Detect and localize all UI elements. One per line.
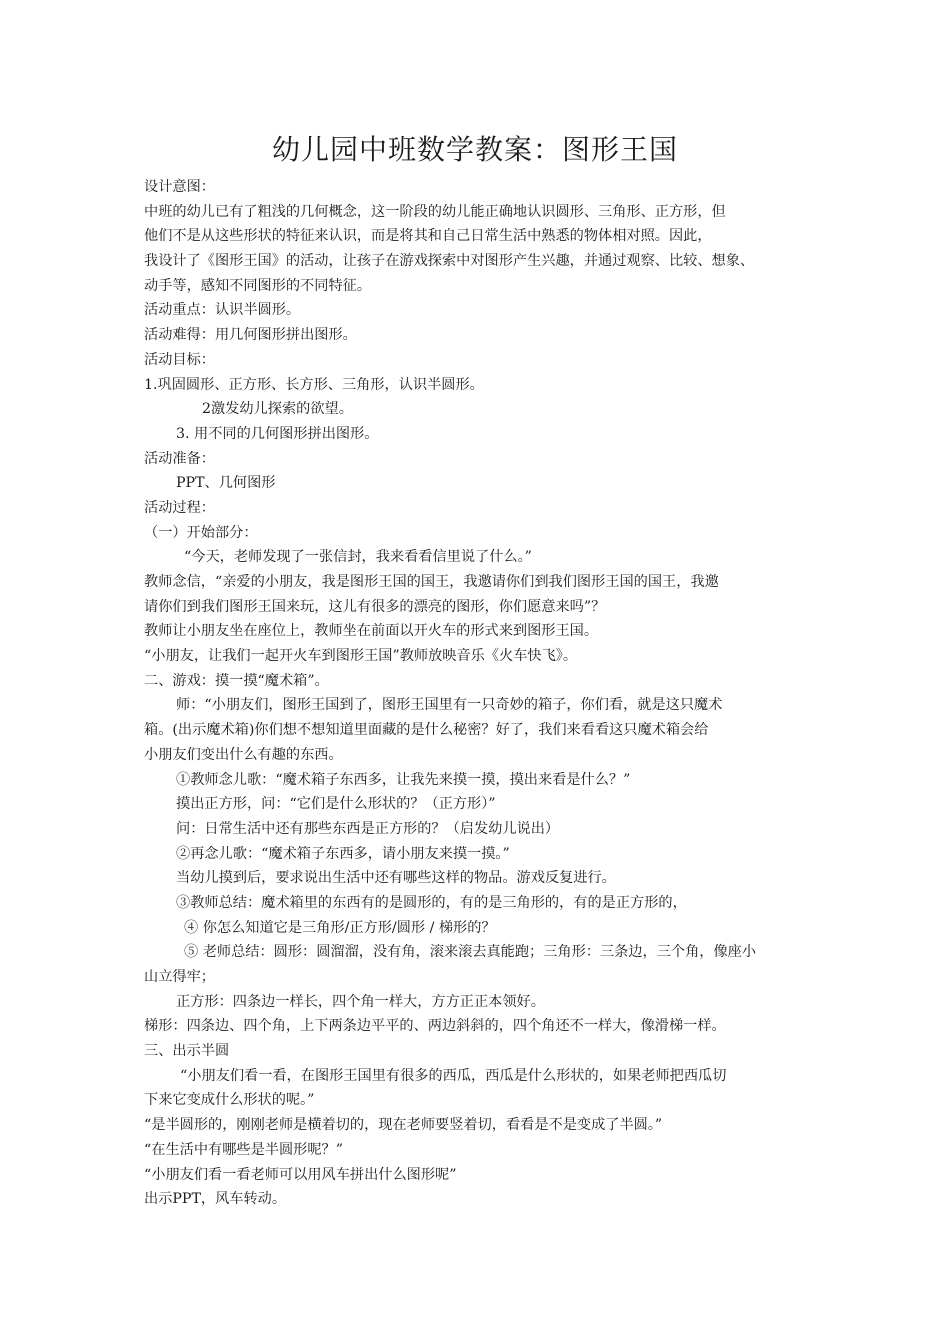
text-line: 梯形：四条边、四个角，上下两条边平平的、两边斜斜的，四个角还不一样大，像滑梯一样。 bbox=[144, 1018, 726, 1035]
text-line: 活动难得：用几何图形拼出图形。 bbox=[144, 327, 357, 344]
document-title: 幼儿园中班数学教案：图形王国 bbox=[271, 133, 678, 166]
text-line: 活动过程： bbox=[144, 499, 215, 516]
text-line: 教师让小朋友坐在座位上，教师坐在前面以开火车的形式来到图形王国。 bbox=[144, 623, 599, 640]
text-line: （一）开始部分： bbox=[144, 524, 258, 541]
text-line: 活动准备： bbox=[144, 450, 215, 467]
text-line: 小朋友们变出什么有趣的东西。 bbox=[144, 746, 343, 763]
text-line: PPT、几何图形 bbox=[176, 475, 276, 492]
text-line: 下来它变成什么形状的呢。” bbox=[144, 1092, 315, 1109]
text-line: “小朋友，让我们一起开火车到图形王国”教师放映音乐《火车快飞》。 bbox=[144, 648, 578, 665]
text-line: “小朋友们看一看老师可以用风车拼出什么图形呢” bbox=[144, 1166, 457, 1183]
text-line: “在生活中有哪些是半圆形呢？” bbox=[144, 1141, 343, 1158]
text-line: 1.巩固圆形、正方形、长方形、三角形，认识半圆形。 bbox=[144, 376, 484, 393]
text-line: “是半圆形的，刚刚老师是横着切的，现在老师要竖着切，看看是不是变成了半圆。” bbox=[144, 1117, 663, 1134]
text-line: ②再念儿歌：“魔术箱子东西多，请小朋友来摸一摸。” bbox=[176, 845, 510, 862]
text-line: ④ 你怎么知道它是三角形/正方形/圆形 / 梯形的？ bbox=[184, 919, 496, 936]
text-line: 教师念信，“亲爱的小朋友，我是图形王国的国王，我邀请你们到我们图形王国的国王，我邀 bbox=[144, 574, 719, 590]
text-line: 出示PPT，风车转动。 bbox=[144, 1191, 287, 1208]
text-line: 箱。(出示魔术箱)你们想不想知道里面藏的是什么秘密？好了，我们来看看这只魔术箱会给 bbox=[144, 722, 709, 739]
text-line: 问：日常生活中还有那些东西是正方形的？（启发幼儿说出） bbox=[176, 820, 560, 837]
text-line: “小朋友们看一看，在图形王国里有很多的西瓜，西瓜是什么形状的，如果老师把西瓜切 bbox=[180, 1067, 727, 1084]
text-line: 师：“小朋友们，图形王国到了，图形王国里有一只奇妙的箱子，你们看，就是这只魔术 bbox=[176, 697, 723, 714]
text-line: 山立得牢； bbox=[144, 969, 215, 985]
text-line: 请你们到我们图形王国来玩，这儿有很多的漂亮的图形，你们愿意来吗”？ bbox=[144, 598, 606, 615]
text-line: ①教师念儿歌：“魔术箱子东西多，让我先来摸一摸，摸出来看是什么？” bbox=[176, 771, 631, 788]
text-line: 中班的幼儿已有了粗浅的几何概念，这一阶段的幼儿能正确地认识圆形、三角形、正方形，但 bbox=[144, 203, 726, 220]
text-line: 活动目标： bbox=[144, 351, 215, 368]
text-line: 活动重点：认识半圆形。 bbox=[144, 302, 301, 319]
text-line: 设计意图： bbox=[144, 179, 215, 195]
text-line: 动手等，感知不同图形的不同特征。 bbox=[144, 277, 372, 294]
text-line: 3. 用不同的几何图形拼出图形。 bbox=[176, 425, 379, 442]
text-line: 当幼儿摸到后，要求说出生活中还有哪些这样的物品。游戏反复进行。 bbox=[176, 870, 616, 887]
text-line: ⑤ 老师总结：圆形：圆溜溜，没有角，滚来滚去真能跑；三角形：三条边，三个角，像座小 bbox=[184, 944, 757, 961]
text-line: 我设计了《图形王国》的活动，让孩子在游戏探索中对图形产生兴趣，并通过观察、比较、想象、 bbox=[144, 253, 755, 270]
text-line: 正方形：四条边一样长，四个角一样大，方方正正本领好。 bbox=[176, 993, 545, 1010]
document-body bbox=[144, 175, 814, 1212]
text-line: 三、出示半圆 bbox=[144, 1043, 230, 1060]
text-line: 二、游戏：摸一摸“魔术箱”。 bbox=[144, 672, 329, 689]
text-line: 他们不是从这些形状的特征来认识，而是将其和自己日常生活中熟悉的物体相对照。因此， bbox=[144, 228, 712, 245]
text-line: 摸出正方形，问：“它们是什么形状的？（正方形）” bbox=[176, 796, 496, 813]
text-line: 2激发幼儿探索的欲望。 bbox=[202, 401, 353, 418]
text-line: “今天，老师发现了一张信封，我来看看信里说了什么。” bbox=[184, 549, 532, 566]
text-line: ③教师总结：魔术箱里的东西有的是圆形的，有的是三角形的，有的是正方形的， bbox=[176, 894, 687, 911]
